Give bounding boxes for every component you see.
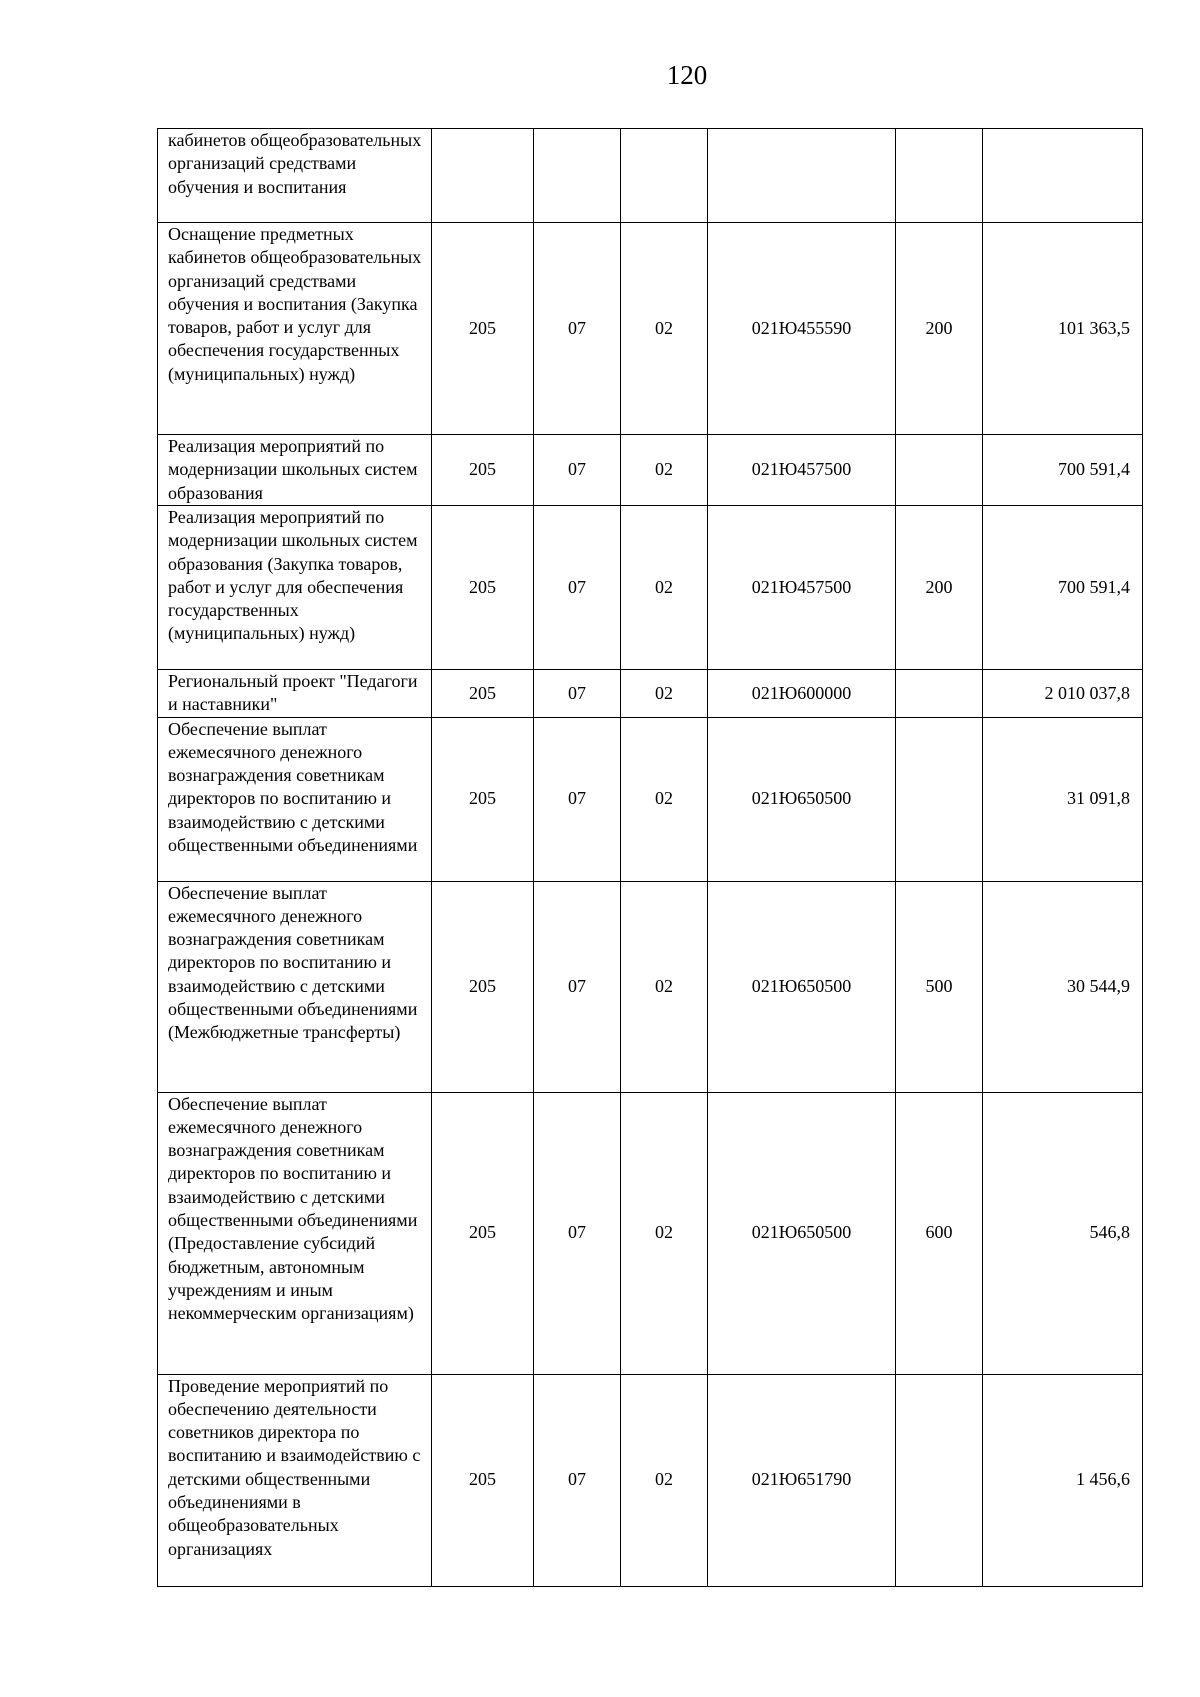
row-name-cell: Реализация мероприятий по модернизации школьных систем образования	[158, 435, 432, 506]
sum-cell: 1 456,6	[983, 1374, 1143, 1586]
grbs-cell: 205	[432, 717, 534, 881]
section-cell: 07	[534, 670, 621, 718]
grbs-cell: 205	[432, 670, 534, 718]
subsection-cell: 02	[621, 1374, 708, 1586]
row-name-cell: Региональный проект "Педагоги и наставники"	[158, 670, 432, 718]
table-row	[158, 1092, 1143, 1374]
expense-type-cell	[896, 129, 983, 223]
target-article-cell: 021Ю455590	[708, 223, 896, 435]
sum-cell: 101 363,5	[983, 223, 1143, 435]
subsection-cell: 02	[621, 223, 708, 435]
table-row	[158, 506, 1143, 670]
subsection-cell: 02	[621, 881, 708, 1092]
sum-cell: 700 591,4	[983, 435, 1143, 506]
section-cell: 07	[534, 1092, 621, 1374]
expense-type-cell	[896, 1374, 983, 1586]
sum-cell: 2 010 037,8	[983, 670, 1143, 718]
expense-type-cell: 500	[896, 881, 983, 1092]
sum-cell: 30 544,9	[983, 881, 1143, 1092]
row-name-cell: Проведение мероприятий по обеспечению деятельности советников директора по воспитанию и взаимодействию с детскими общественными объединениями в общеобразовательных организациях	[158, 1374, 432, 1586]
sum-cell: 546,8	[983, 1092, 1143, 1374]
expense-type-cell: 200	[896, 223, 983, 435]
grbs-cell: 205	[432, 1374, 534, 1586]
subsection-cell: 02	[621, 717, 708, 881]
sum-cell: 31 091,8	[983, 717, 1143, 881]
subsection-cell: 02	[621, 506, 708, 670]
section-cell: 07	[534, 435, 621, 506]
table-row	[158, 881, 1143, 1092]
page-number: 120	[666, 60, 708, 90]
table-row	[158, 435, 1143, 506]
expense-type-cell	[896, 670, 983, 718]
row-name-cell: Реализация мероприятий по модернизации школьных систем образования (Закупка товаров, работ и услуг для обеспечения государственных (муниципальных) нужд)	[158, 506, 432, 670]
sum-cell: 700 591,4	[983, 506, 1143, 670]
target-article-cell: 021Ю650500	[708, 717, 896, 881]
section-cell	[534, 129, 621, 223]
target-article-cell: 021Ю457500	[708, 435, 896, 506]
section-cell: 07	[534, 881, 621, 1092]
table-row	[158, 223, 1143, 435]
table-row	[158, 717, 1143, 881]
grbs-cell: 205	[432, 223, 534, 435]
target-article-cell: 021Ю457500	[708, 506, 896, 670]
subsection-cell	[621, 129, 708, 223]
grbs-cell: 205	[432, 506, 534, 670]
grbs-cell: 205	[432, 435, 534, 506]
row-name-cell: кабинетов общеобразовательных организаций средствами обучения и воспитания	[158, 129, 432, 223]
row-name-cell: Обеспечение выплат ежемесячного денежного вознаграждения советникам директоров по воспитанию и взаимодействию с детскими общественными объединениями	[158, 717, 432, 881]
section-cell: 07	[534, 506, 621, 670]
sum-cell	[983, 129, 1143, 223]
target-article-cell: 021Ю650500	[708, 1092, 896, 1374]
target-article-cell: 021Ю600000	[708, 670, 896, 718]
subsection-cell: 02	[621, 670, 708, 718]
grbs-cell: 205	[432, 881, 534, 1092]
section-cell: 07	[534, 717, 621, 881]
expense-type-cell: 200	[896, 506, 983, 670]
table-row	[158, 670, 1143, 718]
expense-type-cell	[896, 435, 983, 506]
row-name-cell: Обеспечение выплат ежемесячного денежного вознаграждения советникам директоров по воспитанию и взаимодействию с детскими общественными объединениями (Межбюджетные трансферты)	[158, 881, 432, 1092]
budget-table	[157, 128, 1143, 1587]
expense-type-cell	[896, 717, 983, 881]
subsection-cell: 02	[621, 1092, 708, 1374]
expense-type-cell: 600	[896, 1092, 983, 1374]
section-cell: 07	[534, 1374, 621, 1586]
subsection-cell: 02	[621, 435, 708, 506]
row-name-cell: Оснащение предметных кабинетов общеобразовательных организаций средствами обучения и воспитания (Закупка товаров, работ и услуг для обеспечения государственных (муниципальных) нужд)	[158, 223, 432, 435]
target-article-cell: 021Ю650500	[708, 881, 896, 1092]
table-row	[158, 129, 1143, 223]
grbs-cell: 205	[432, 1092, 534, 1374]
target-article-cell	[708, 129, 896, 223]
row-name-cell: Обеспечение выплат ежемесячного денежного вознаграждения советникам директоров по воспитанию и взаимодействию с детскими общественными объединениями (Предоставление субсидий бюджетным, автономным учреждениям и иным некоммерческим организациям)	[158, 1092, 432, 1374]
grbs-cell	[432, 129, 534, 223]
table-row	[158, 1374, 1143, 1586]
target-article-cell: 021Ю651790	[708, 1374, 896, 1586]
section-cell: 07	[534, 223, 621, 435]
